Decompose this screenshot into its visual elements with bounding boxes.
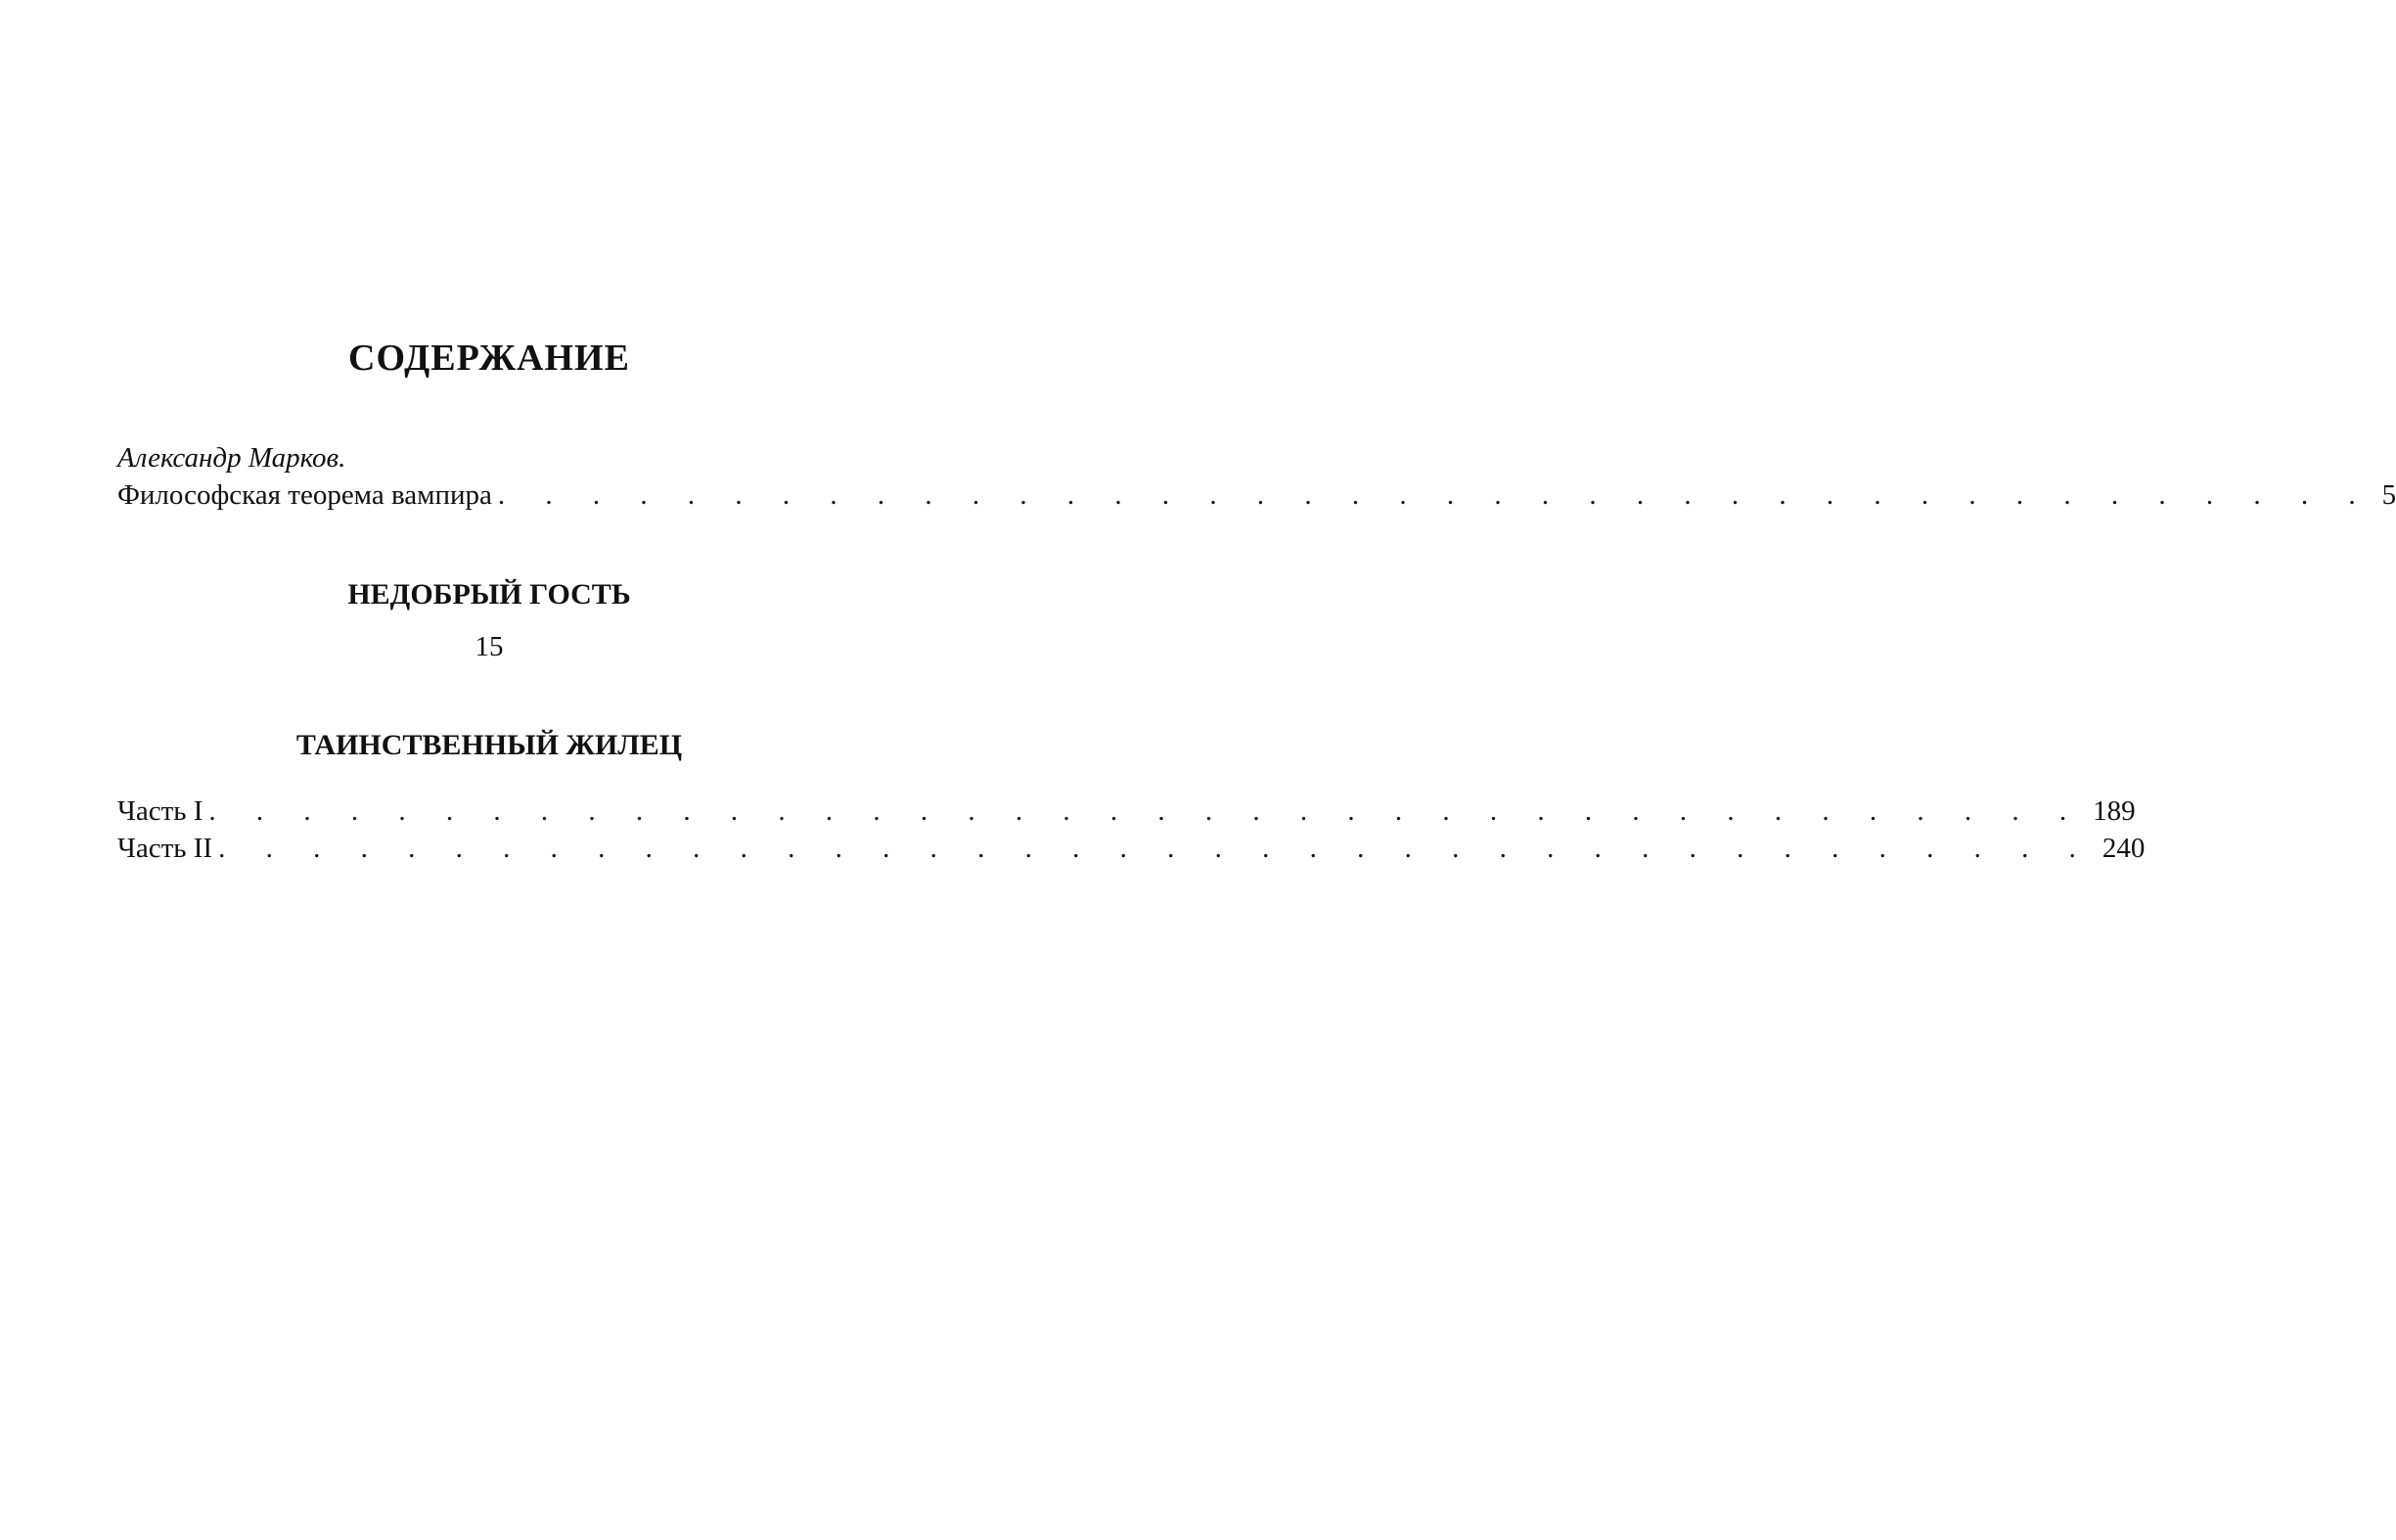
- toc-title: СОДЕРЖАНИЕ: [348, 338, 630, 379]
- dot-leader: . . . . . . . . . . . . . . . . . . . . . . . . . . . . . . . . . . . . . . . .: [208, 795, 2084, 827]
- entry-title: Часть I: [117, 795, 203, 827]
- entry-title: Часть II: [117, 833, 213, 864]
- dot-leader: . . . . . . . . . . . . . . . . . . . . . . . . . . . . . . . . . . . . . . . .: [218, 833, 2093, 864]
- entry-title: Философская теорема вампира: [117, 479, 492, 511]
- entry-page-number: 5: [2381, 479, 2396, 511]
- entry-page-number: 189: [2093, 795, 2136, 827]
- toc-entry-part-2[interactable]: [117, 833, 2146, 865]
- section-title-tainstvenny-zhilets: ТАИНСТВЕННЫЙ ЖИЛЕЦ: [295, 729, 683, 761]
- toc-entry-part-1[interactable]: [117, 795, 2136, 828]
- section-page-number: 15: [475, 631, 504, 662]
- toc-entry-preface[interactable]: [117, 479, 2396, 512]
- section-title-nedobry-gost[interactable]: НЕДОБРЫЙ ГОСТЬ: [347, 578, 631, 611]
- entry-page-number: 240: [2102, 833, 2146, 864]
- preface-author: Александр Марков.: [117, 442, 346, 474]
- dot-leader: . . . . . . . . . . . . . . . . . . . . . . . . . . . . . . . . . . . . . . . .: [497, 479, 2373, 511]
